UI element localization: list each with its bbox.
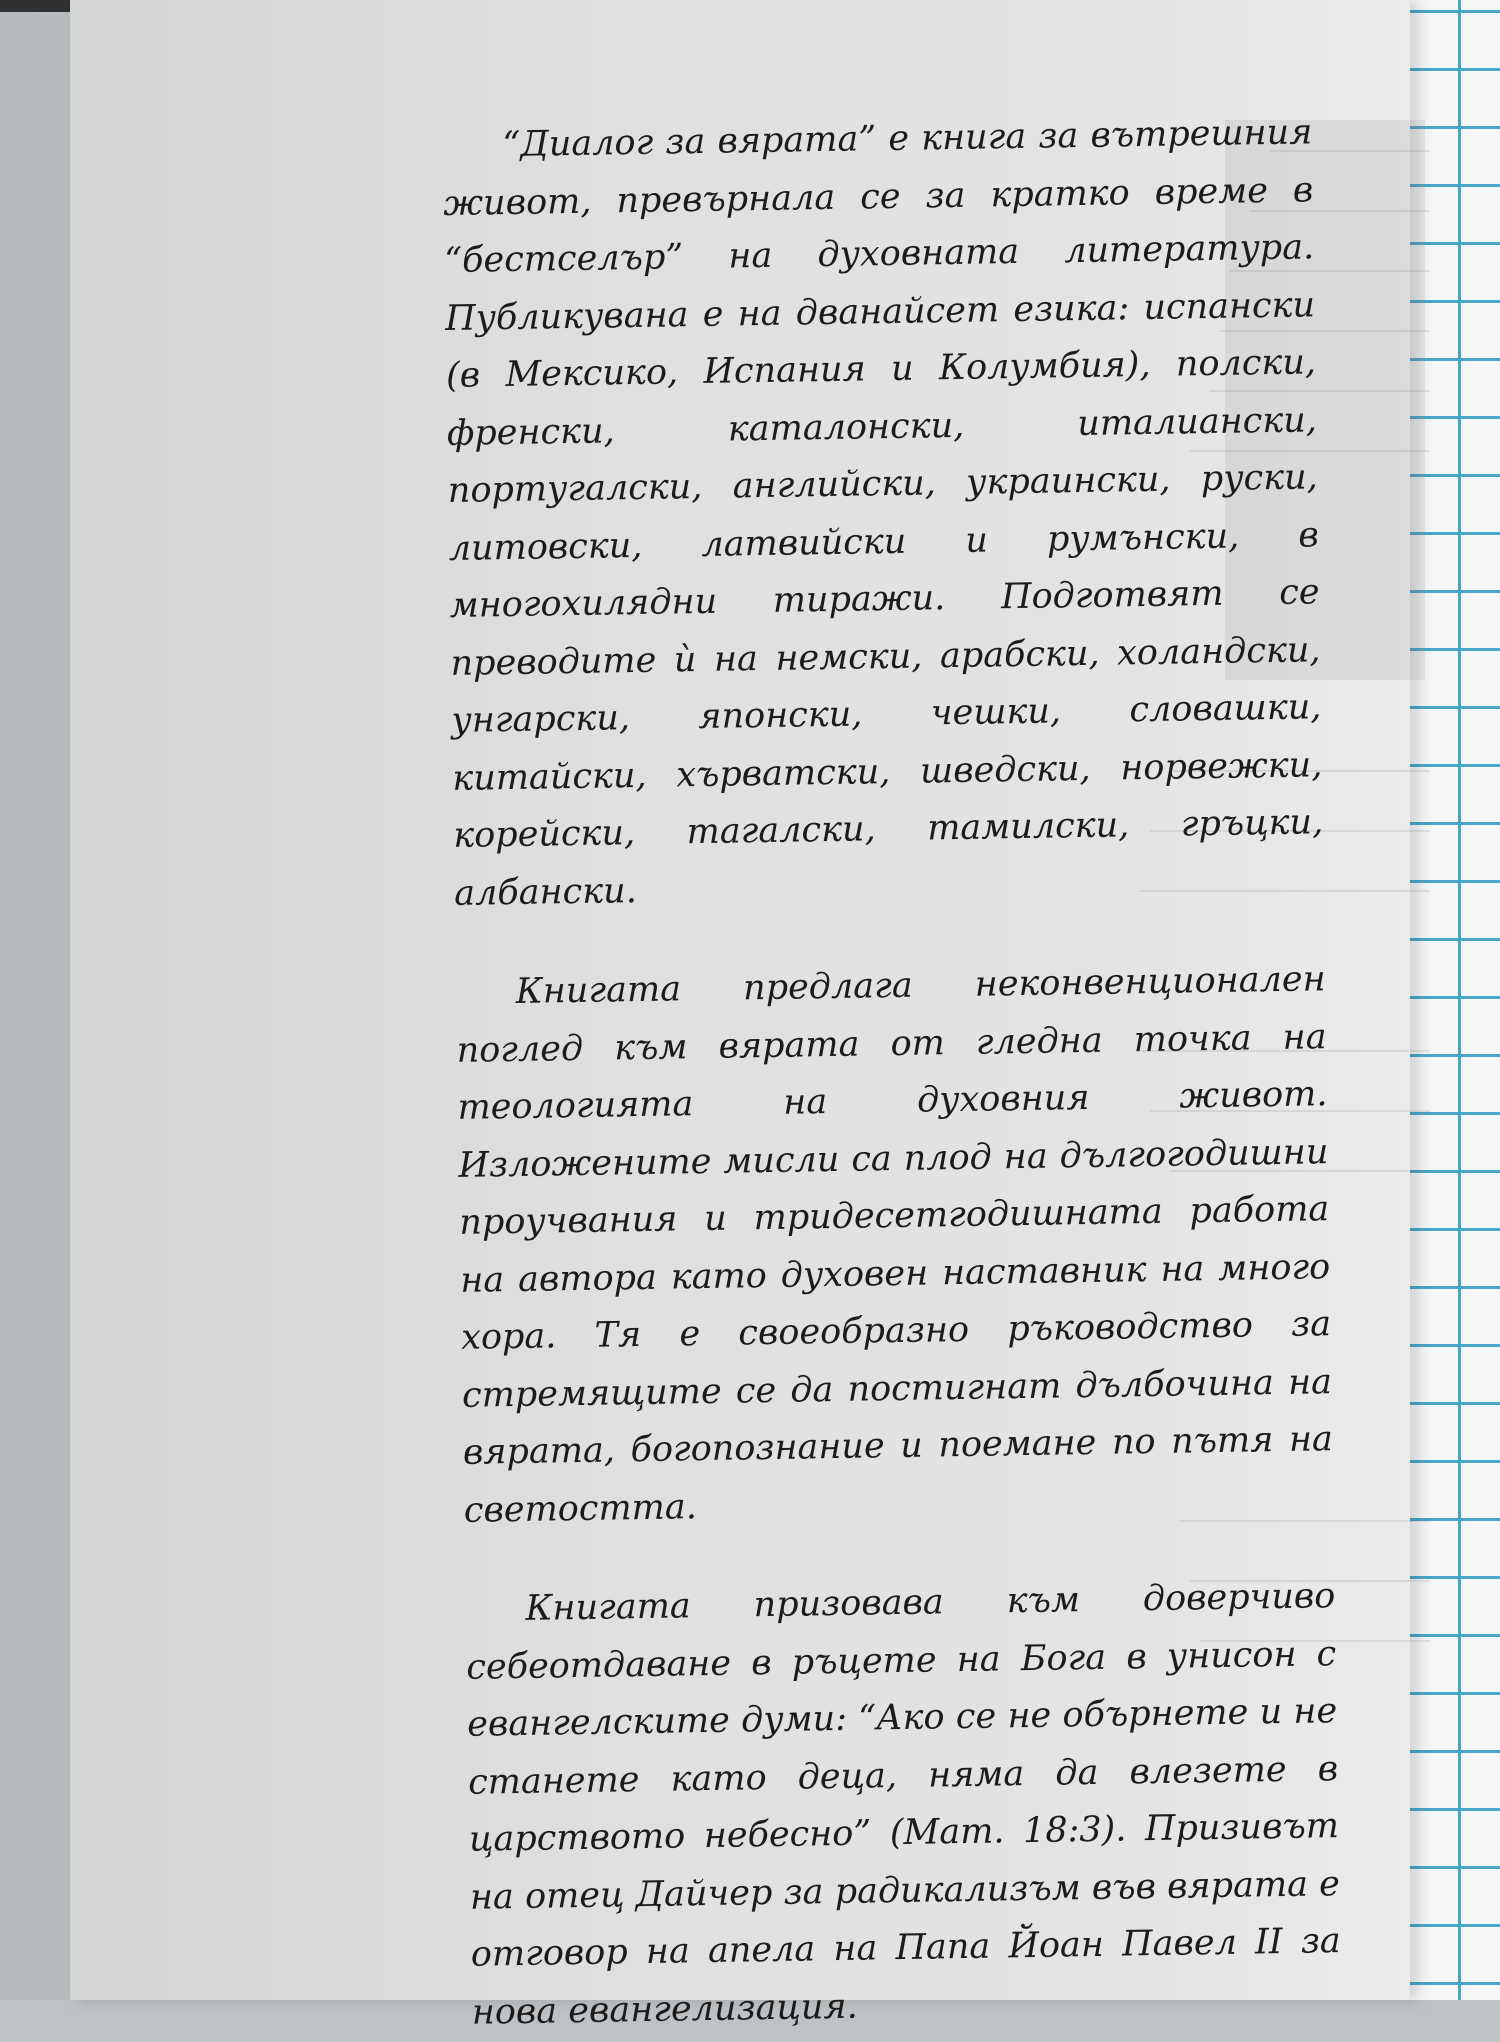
paragraph: Книгата призовава към доверчиво себеотдаване в ръцете на Бога в унисон с евангелските думи: “Ако се не обърнете и не станете като деца, няма да влезете в царството небесно” (Мат. 18:3). Призивът на отец Дайчер за радикализъм във вярата е отговор на апела на Папа Йоан Павел II за нова евангелизация. — [466, 1576, 1342, 2033]
book-page — [70, 0, 1410, 2033]
paragraph: “Диалог за вярата” е книга за вътрешния живот, превърнала се за кратко време в “бестселър” на духовната литература. Публикувана е на дванайсет езика: испански (в Мексико, Испания и Колумбия), полски, френски, каталонски, италиански, португалски, английски, украински, руски, литовски, латвийски и румънски, в многохилядни тиражи. Подготвят се преводите ѝ на немски, арабски, холандски, унгарски, японски, чешки, словашки, китайски, хърватски, шведски, норвежки, корейски, тагалски, тамилски, гръцки, албански. — [443, 112, 1324, 914]
page-text — [442, 104, 1342, 2041]
dark-corner — [0, 0, 75, 12]
paragraph: Книгата предлага неконвенционален поглед към вярата от гледна точка на теологията на духовния живот. Изложените мисли са плод на дългогодишни проучвания и тридесетгодишната работа на автора като духовен наставник на много хора. Тя е своеобразно ръководство за стремящите се да постигнат дълбочина на вярата, богопознание и поемане по пътя на светостта. — [456, 959, 1334, 1531]
